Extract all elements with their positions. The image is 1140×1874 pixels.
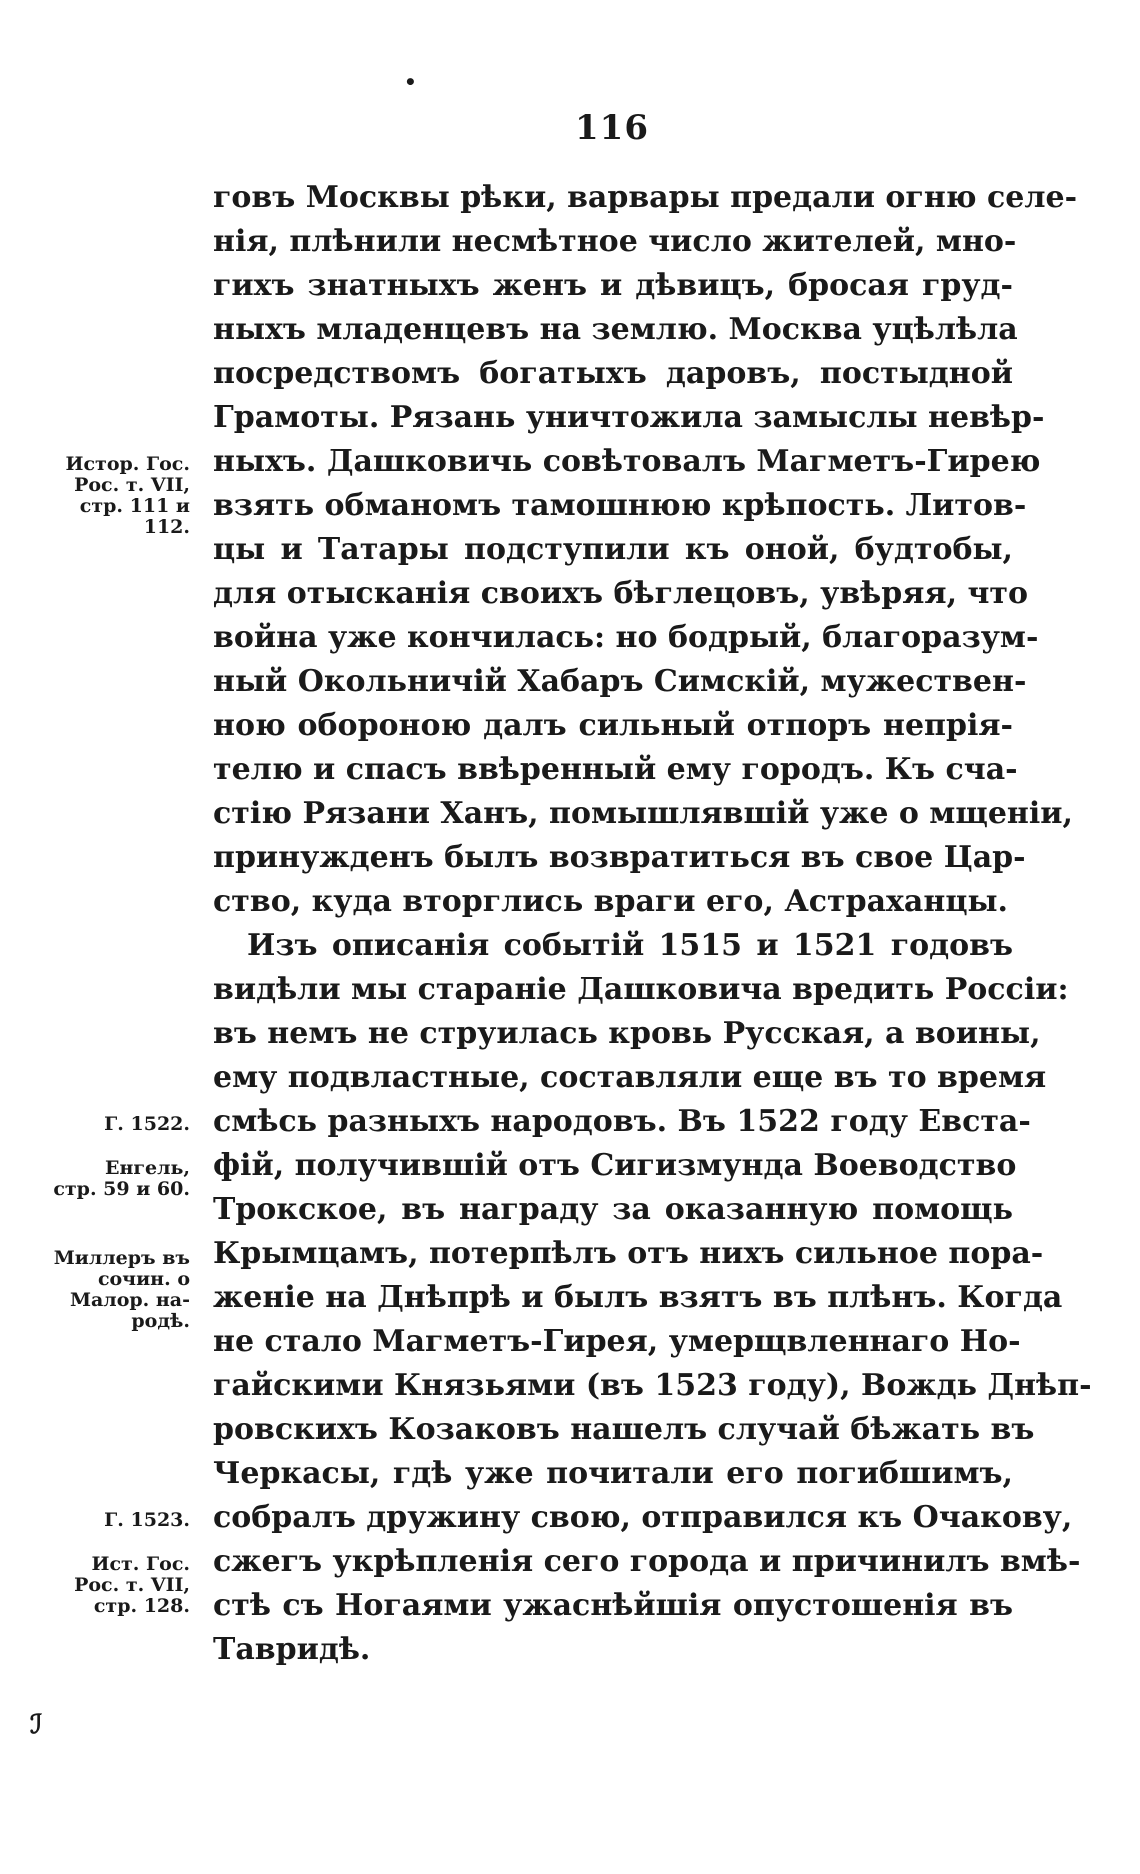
text-line: не стало Магметъ-Гирея, умерщвленнаго Но- bbox=[213, 1324, 1021, 1359]
text-line: взять обманомъ тамошнюю крѣпость. Литов- bbox=[213, 488, 1027, 523]
text-line: принужденъ былъ возвратиться въ свое Цар- bbox=[213, 840, 1026, 875]
text-line: Трокское, въ награду за оказанную помощь bbox=[213, 1192, 1013, 1227]
text-line: посредствомъ богатыхъ даровъ, постыдной bbox=[213, 356, 1013, 391]
text-line: ровскихъ Козаковъ нашелъ случай бѣжать въ bbox=[213, 1412, 1035, 1447]
main-text bbox=[213, 176, 1092, 1672]
text-line: Черкасы, гдѣ уже почитали его погибшимъ, bbox=[213, 1456, 1013, 1491]
text-line: Тавридѣ. bbox=[213, 1632, 371, 1667]
page-number: 116 bbox=[575, 108, 649, 148]
text-line: ною обороною далъ сильный отпоръ непрія- bbox=[213, 708, 1013, 743]
text-line: ему подвластные, составляли еще въ то время bbox=[213, 1060, 1047, 1095]
text-line: цы и Татары подступили къ оной, будтобы, bbox=[213, 532, 1013, 567]
margin-note-history-2: Ист. Гос. Рос. т. VII, стр. 128. bbox=[74, 1553, 190, 1617]
text-line: Изъ описанія событій 1515 и 1521 годовъ bbox=[247, 928, 1013, 963]
text-line: въ немъ не струилась кровь Русская, а воины, bbox=[213, 1016, 1041, 1051]
margin-note-year-1523: Г. 1523. bbox=[104, 1509, 190, 1531]
text-line: говъ Москвы рѣки, варвары предали огню селе- bbox=[213, 180, 1078, 215]
text-line: Крымцамъ, потерпѣлъ отъ нихъ сильное пора- bbox=[213, 1236, 1044, 1271]
margin-note-miller: Миллеръ въ сочин. о Малор. на- родѣ. bbox=[53, 1247, 190, 1332]
text-line: нія, плѣнили несмѣтное число жителей, мно- bbox=[213, 224, 1017, 259]
print-speck: ℐ bbox=[30, 1710, 43, 1740]
margin-note-engel: Енгель, стр. 59 и 60. bbox=[53, 1157, 190, 1200]
margin-note-year-1522: Г. 1522. bbox=[104, 1113, 190, 1135]
text-line: смѣсь разныхъ народовъ. Въ 1522 году Евста- bbox=[213, 1104, 1031, 1139]
text-line: гихъ знатныхъ женъ и дѣвицъ, бросая груд- bbox=[213, 268, 1013, 303]
text-line: война уже кончилась: но бодрый, благоразум- bbox=[213, 620, 1039, 655]
text-line: сжегъ укрѣпленія сего города и причинилъ вмѣ- bbox=[213, 1544, 1081, 1579]
text-line: телю и спасъ ввѣренный ему городъ. Къ сча- bbox=[213, 752, 1018, 787]
text-line: гайскими Князьями (въ 1523 году), Вождь Днѣп- bbox=[213, 1368, 1092, 1403]
text-line: женіе на Днѣпрѣ и былъ взятъ въ плѣнъ. Когда bbox=[213, 1280, 1063, 1315]
text-line: стію Рязани Ханъ, помышлявшій уже о мщеніи, bbox=[213, 796, 1073, 831]
text-line: видѣли мы стараніе Дашковича вредить Россіи: bbox=[213, 972, 1069, 1007]
text-line: ныхъ. Дашковичь совѣтовалъ Магметъ-Гирею bbox=[213, 444, 1041, 479]
text-line: ныхъ младенцевъ на землю. Москва уцѣлѣла bbox=[213, 312, 1018, 347]
text-line: ство, куда вторглись враги его, Астраханцы. bbox=[213, 884, 1008, 919]
text-line: стѣ съ Ногаями ужаснѣйшія опустошенія въ bbox=[213, 1588, 1013, 1623]
margin-note-history: Истор. Гос. Рос. т. VII, стр. 111 и 112. bbox=[65, 453, 190, 538]
text-line: фій, получившій отъ Сигизмунда Воеводство bbox=[213, 1148, 1017, 1183]
text-line: ный Окольничій Хабаръ Симскій, мужествен- bbox=[213, 664, 1027, 699]
text-line: Грамоты. Рязань уничтожила замыслы невѣр- bbox=[213, 400, 1045, 435]
print-speck: • bbox=[404, 70, 417, 94]
text-line: для отысканія своихъ бѣглецовъ, увѣряя, что bbox=[213, 576, 1029, 611]
text-line: собралъ дружину свою, отправился къ Очакову, bbox=[213, 1500, 1073, 1535]
